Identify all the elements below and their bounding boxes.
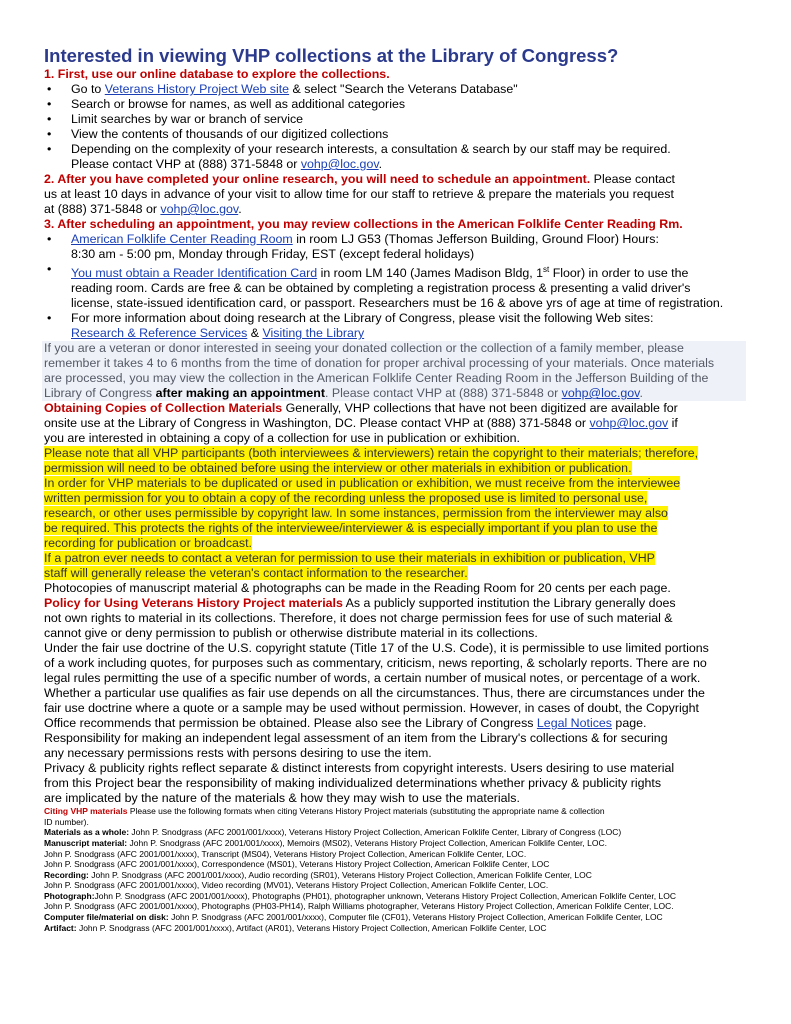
step-1-heading: 1. First, use our online database to explore the collections. [44, 67, 390, 81]
list-item-text: Depending on the complexity of your research interests, a consultation & search by our staff may be required. [71, 142, 671, 156]
paragraph-line: from this Project bear the responsibility of making individualized determinations whether privacy & publicity rights [44, 776, 662, 791]
citation-text: John P. Snodgrass (AFC 2001/001/xxxx), Veterans History Project Collection, American Folklife Center, Library of Congress (LOC) [129, 827, 622, 838]
citation-text: John P. Snodgrass (AFC 2001/001/xxxx), Transcript (MS04), Veterans History Project Collection, American Folklife Center, LOC. [44, 848, 527, 859]
document-page [44, 44, 744, 933]
paragraph-text: cannot give or deny permission to publish or otherwise distribute material in its collections. [44, 626, 538, 641]
list-item [44, 142, 744, 172]
citation-label: Photograph: [44, 890, 95, 901]
highlight-text: written permission for you to obtain a copy of the recording unless the proposed use is limited to personal use, [44, 491, 648, 506]
paragraph-text: onsite use at the Library of Congress in Washington, DC. Please contact VHP at (888) 371-5848 or [44, 416, 590, 431]
email-link[interactable]: vohp@loc.gov [300, 157, 379, 171]
citing-text: Please use the following formats when citing Veterans History Project materials (substituting the appropriate name & collection [127, 806, 605, 817]
research-services-link[interactable]: Research & Reference Services [71, 326, 248, 341]
paragraph-line: legal rules permitting the use of a specific number of words, a certain number of musical notes, or percentage of a work. [44, 671, 701, 686]
list-item-text: Floor) in order to use the [549, 266, 689, 281]
list-item-text: license, state-issued identification card, or passport. Researchers must be 16 & above yrs of age at time of registration. [71, 296, 724, 311]
citation-row [44, 870, 744, 881]
paragraph-text: . [238, 202, 242, 216]
citation-text: John P. Snodgrass (AFC 2001/001/xxxx), Memoirs (MS02), Veterans History Project Collection, American Folklife Center, LOC. [127, 837, 607, 848]
list-item [44, 262, 744, 311]
paragraph-text: Generally, VHP collections that have not been digitized are available for [282, 401, 678, 416]
list-item-text: Go to [71, 82, 105, 96]
page-title: Interested in viewing VHP collections at the Library of Congress? [44, 45, 619, 66]
citation-label: Materials as a whole: [44, 827, 130, 838]
list-item: • View the contents of thousands of our digitized collections [44, 127, 744, 142]
copies-paragraph [44, 401, 744, 446]
paragraph-text: us at least 10 days in advance of your visit to allow time for our staff to retrieve & prepare the materials you request [44, 187, 674, 201]
step-3-heading: 3. After scheduling an appointment, you may review collections in the American Folklife Center Reading Rm. [44, 217, 683, 231]
donor-note-text: . [639, 386, 643, 401]
highlight-line [44, 536, 744, 551]
citation-text: John P. Snodgrass (AFC 2001/001/xxxx), Correspondence (MS01), Veterans History Project Collection, American Folklife Center, LOC [44, 859, 550, 870]
highlight-text: recording for publication or broadcast. [44, 536, 253, 551]
list-item-text: . [378, 157, 383, 171]
reader-card-link[interactable]: You must obtain a Reader Identification Card [71, 266, 318, 281]
vhp-website-link[interactable]: Veterans History Project Web site [104, 82, 290, 96]
photocopies-paragraph: Photocopies of manuscript material & photographs can be made in the Reading Room for 20 cents per each page. [44, 581, 671, 596]
donor-note-emphasis: after making an appointment [155, 386, 325, 401]
donor-note-line [44, 386, 744, 401]
donor-note-block [42, 341, 746, 401]
paragraph-text: Please contact [590, 172, 675, 186]
paragraph-text: at (888) 371-5848 or [44, 202, 161, 216]
paragraph-line: Whether a particular use qualifies as fair use depends on all the circumstances. Thus, there are circumstances under the [44, 686, 705, 701]
paragraph-text: page. [611, 716, 647, 731]
paragraph-line: fair use doctrine where a quote or a sample may be used without permission. However, in cases of doubt, the Copyright [44, 701, 699, 716]
paragraph-text: not own rights to material in its collections. Therefore, it does not charge permission fees for use of such material & [44, 611, 673, 626]
citing-section [44, 806, 744, 933]
citation-row [44, 891, 744, 902]
step-3-list [44, 232, 744, 341]
citation-row [44, 849, 744, 860]
citation-row [44, 901, 744, 912]
highlight-text: permission will need to be obtained before using the interview or other materials in exhibition or publication. [44, 461, 632, 476]
paragraph-line: any necessary permissions rests with persons desiring to use the item. [44, 746, 432, 761]
list-item [44, 82, 744, 97]
citation-row [44, 859, 744, 870]
list-item: • Limit searches by war or branch of service [44, 112, 744, 127]
list-item-text: 8:30 am - 5:00 pm, Monday through Friday, EST (except federal holidays) [71, 247, 475, 261]
highlight-text: If a patron ever needs to contact a veteran for permission to use their materials in exhibition or publication, VHP [44, 551, 655, 566]
paragraph-line: Privacy & publicity rights reflect separate & distinct interests from copyright interests. Users desiring to use material [44, 761, 675, 776]
copies-heading: Obtaining Copies of Collection Materials [44, 401, 283, 416]
highlight-text: be required. This protects the rights of the interviewee/interviewer & is especially important if you plan to use the [44, 521, 658, 536]
list-item-text: & select "Search the Veterans Database" [289, 82, 518, 96]
highlight-line [44, 506, 744, 521]
fair-use-paragraph [44, 641, 744, 731]
paragraph-text: you are interested in obtaining a copy of a collection for use in publication or exhibition. [44, 431, 520, 446]
highlight-text: In order for VHP materials to be duplicated or used in publication or exhibition, we must receive from the interviewee [44, 476, 681, 491]
list-item-text: For more information about doing research at the Library of Congress, please visit the following Web sites: [71, 311, 654, 326]
citing-intro [44, 806, 744, 827]
citation-text: John P. Snodgrass (AFC 2001/001/xxxx), Video recording (MV01), Veterans History Project Collection, American Folklife Center, LOC. [44, 880, 549, 891]
visiting-library-link[interactable]: Visiting the Library [262, 326, 365, 341]
paragraph-text: Office recommends that permission be obtained. Please also see the Library of Congress [44, 716, 537, 731]
reading-room-link[interactable]: American Folklife Center Reading Room [71, 232, 293, 246]
donor-note-text: . Please contact VHP at (888) 371-5848 or [324, 386, 562, 401]
donor-note-line: are processed, you may view the collection in the American Folklife Center Reading Room in the Jefferson Building of the [44, 371, 709, 386]
list-item-text: Please contact VHP at (888) 371-5848 or [71, 157, 301, 171]
email-link[interactable]: vohp@loc.gov [589, 416, 669, 431]
list-item-text: & [247, 326, 263, 341]
paragraph-line: Responsibility for making an independent legal assessment of an item from the Library's collections & for securing [44, 731, 668, 746]
paragraph-line: are implicated by the nature of the materials & how they may wish to use the materials. [44, 791, 520, 806]
paragraph-line: of a work including quotes, for purposes such as commentary, criticism, news reporting, & scholarly reports. There are no [44, 656, 707, 671]
paragraph-line [44, 716, 744, 731]
citation-label: Manuscript material: [44, 837, 128, 848]
donor-note-line: If you are a veteran or donor interested in seeing your donated collection or the collection of a family member, please [44, 341, 684, 356]
citation-text: John P. Snodgrass (AFC 2001/001/xxxx), Artifact (AR01), Veterans History Project Collection, American Folklife Center, LOC [76, 922, 547, 933]
highlight-line [44, 566, 744, 581]
donor-note-line: remember it takes 4 to 6 months from the time of donation for proper archival processing of your materials. Once materials [44, 356, 715, 371]
legal-notices-link[interactable]: Legal Notices [536, 716, 612, 731]
list-item-text: in room LM 140 (James Madison Bldg, 1 [317, 266, 544, 281]
citation-text: John P. Snodgrass (AFC 2001/001/xxxx), Computer file (CF01), Veterans History Project Collection, American Folklife Center, LOC [168, 912, 663, 923]
citing-heading: Citing VHP materials [44, 806, 128, 817]
citation-text: John P. Snodgrass (AFC 2001/001/xxxx), Photographs (PH03-PH14), Ralph Williams photographer, Veterans History Project Collection, American Folklife Center, LOC. [44, 901, 674, 912]
step-2-heading: 2. After you have completed your online research, you will need to schedule an appointment. [44, 172, 591, 186]
highlight-text: Please note that all VHP participants (both interviewees & interviewers) retain the copyright to their materials; therefore, [44, 446, 699, 461]
list-item [44, 311, 744, 341]
highlight-line [44, 476, 744, 491]
policy-paragraph [44, 596, 744, 641]
citation-label: Recording: [44, 869, 89, 880]
list-item-text: reading room. Cards are free & can be obtained by completing a registration process & presenting a valid driver's [71, 281, 691, 296]
highlight-line [44, 446, 744, 461]
list-item-text: in room LJ G53 (Thomas Jefferson Building, Ground Floor) Hours: [292, 232, 659, 246]
list-item [44, 232, 744, 262]
step-2-paragraph [44, 172, 744, 217]
donor-note-text: Library of Congress [44, 386, 156, 401]
citation-row [44, 880, 744, 891]
paragraph-text: As a publicly supported institution the Library generally does [342, 596, 676, 611]
highlight-line [44, 491, 744, 506]
citation-row [44, 923, 744, 934]
citation-label: Artifact: [44, 922, 77, 933]
highlight-text: staff will generally release the veteran's contact information to the researcher. [44, 566, 468, 581]
privacy-paragraph [44, 761, 744, 806]
citation-text: John P. Snodgrass (AFC 2001/001/xxxx), Audio recording (SR01), Veterans History Project Collection, American Folklife Center, LOC [88, 869, 592, 880]
highlight-line [44, 521, 744, 536]
responsibility-paragraph [44, 731, 744, 761]
step-1-list [44, 82, 744, 172]
citation-text: John P. Snodgrass (AFC 2001/001/xxxx), Photographs (PH01), photographer unknown, Veterans History Project Collection, American Folklife Center, LOC [94, 890, 676, 901]
highlight-line [44, 551, 744, 566]
policy-heading: Policy for Using Veterans History Project materials [44, 596, 343, 611]
citation-row [44, 838, 744, 849]
citation-row [44, 912, 744, 923]
email-link[interactable]: vohp@loc.gov [160, 202, 239, 216]
list-item: • Search or browse for names, as well as additional categories [44, 97, 744, 112]
copyright-notice-block [44, 446, 744, 581]
highlight-text: research, or other uses permissible by copyright law. In some instances, permission from the interviewer may also [44, 506, 668, 521]
highlight-line [44, 461, 744, 476]
paragraph-line: Under the fair use doctrine of the U.S. copyright statute (Title 17 of the U.S. Code), it is permissible to use limited portions [44, 641, 709, 656]
citation-label: Computer file/material on disk: [44, 912, 169, 923]
citation-row [44, 827, 744, 838]
citing-text: ID number). [44, 816, 89, 827]
paragraph-text: if [668, 416, 678, 431]
email-link[interactable]: vohp@loc.gov [561, 386, 640, 401]
superscript: st [543, 265, 550, 274]
